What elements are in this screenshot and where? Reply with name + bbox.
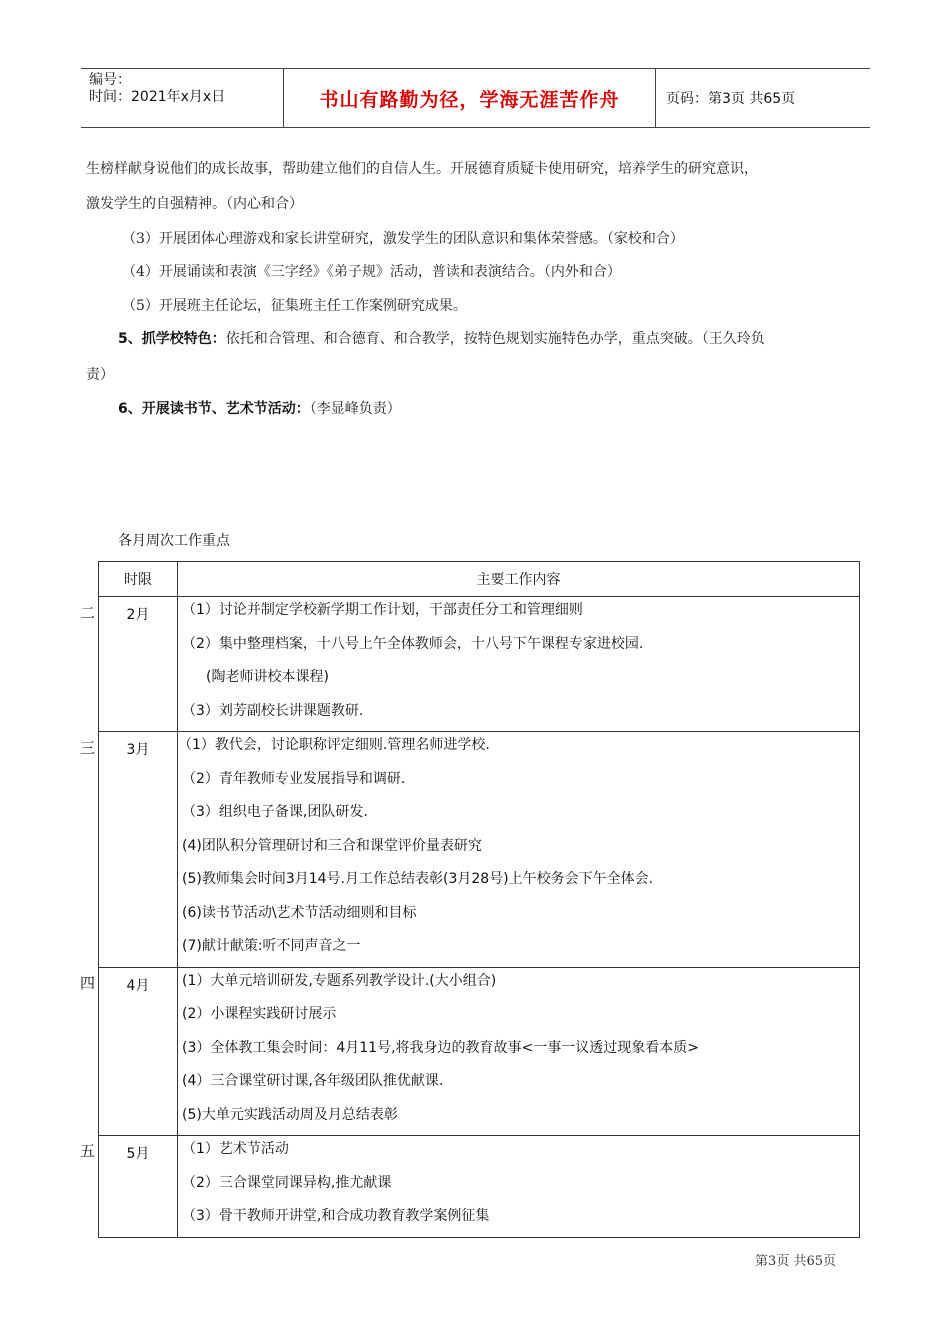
list-item: （2）三合课堂同课异构,推尤献课 xyxy=(182,1174,392,1191)
month-marker: 三 xyxy=(80,739,96,757)
list-item: （3）刘芳副校长讲课题教研. xyxy=(182,702,364,719)
month-marker: 二 xyxy=(80,604,96,622)
table-row xyxy=(99,1136,860,1238)
list-item: (4)团队积分管理研讨和三合和课堂评价量表研究 xyxy=(182,837,482,854)
list-item: （3）组织电子备课,团队研发. xyxy=(182,804,368,820)
list-item: (陶老师讲校本课程) xyxy=(206,669,329,685)
time-label: 时间：2021年x月x日 xyxy=(89,89,226,105)
row-items xyxy=(178,732,860,968)
page-footer: 第3页 共65页 xyxy=(755,1254,836,1269)
list-item: (5)教师集会时间3月14号.月工作总结表彰(3月28号)上午校务会下午全体会. xyxy=(182,871,654,887)
list-item: (4）三合课堂研讨课,各年级团队推优献课. xyxy=(182,1073,444,1089)
table-row xyxy=(99,597,860,732)
list-item: （2）青年教师专业发展指导和调研. xyxy=(182,770,406,787)
header-meta xyxy=(81,69,283,127)
code-label: 编号： xyxy=(89,72,131,88)
list-item: (3）全体教工集会时间：4月11号,将我身边的教育故事<一事一议透过现象看本质> xyxy=(182,1039,699,1056)
paragraph-line: （4）开展诵读和表演《三字经》《弟子规》活动，普读和表演结合。（内外和合） xyxy=(122,264,621,280)
header-time: 时限 xyxy=(99,562,178,597)
list-item: (6)读书节活动\艺术节活动细则和目标 xyxy=(182,904,417,921)
paragraph-line: （5）开展班主任论坛，征集班主任工作案例研究成果。 xyxy=(122,298,467,314)
list-item: (5)大单元实践活动周及月总结表彰 xyxy=(182,1106,398,1123)
list-item: (7)献计献策:听不同声音之一 xyxy=(182,938,361,954)
row-time: 5月 xyxy=(126,1146,150,1162)
table-title: 各月周次工作重点 xyxy=(118,533,230,549)
row-time: 4月 xyxy=(126,977,150,994)
table-header-row xyxy=(99,562,860,597)
list-item: (2）小课程实践研讨展示 xyxy=(182,1006,337,1022)
row-items xyxy=(178,967,860,1136)
paragraph-line: 责） xyxy=(86,367,114,383)
paragraph-line: 5、抓学校特色：依托和合管理、和合德育、和合教学，按特色规划实施特色办学，重点突破。（王久玲负 xyxy=(118,331,765,347)
list-item: （1）教代会，讨论职称评定细则.管理名师进学校. xyxy=(178,737,490,753)
header-page-label: 页码：第3页 共65页 xyxy=(666,91,796,107)
paragraph-line: （3）开展团体心理游戏和家长讲堂研究，激发学生的团队意识和集体荣誉感。（家校和合） xyxy=(122,231,684,247)
table-row xyxy=(99,732,860,968)
schedule-table xyxy=(98,561,860,1238)
paragraph-line: 生榜样献身说他们的成长故事，帮助建立他们的自信人生。开展德育质疑卡使用研究，培养学生的研究意识， xyxy=(86,161,758,177)
list-item: （1）艺术节活动 xyxy=(182,1141,289,1157)
list-item: （3）骨干教师开讲堂,和合成功教育教学案例征集 xyxy=(182,1208,490,1224)
list-item: (1）大单元培训研发,专题系列教学设计.(大小组合) xyxy=(182,972,497,989)
list-item: （2）集中整理档案，十八号上午全体教师会，十八号下午课程专家进校园. xyxy=(182,635,644,652)
row-items xyxy=(178,597,860,732)
month-marker: 四 xyxy=(80,974,96,992)
table-row xyxy=(99,967,860,1136)
month-marker: 五 xyxy=(80,1142,96,1160)
header-motto: 书山有路勤为径，学海无涯苦作舟 xyxy=(283,69,656,127)
row-time: 2月 xyxy=(126,607,150,623)
row-time: 3月 xyxy=(126,742,150,758)
page-header xyxy=(81,68,870,128)
paragraph-line: 6、开展读书节、艺术节活动：（李显峰负责） xyxy=(118,401,401,417)
paragraph-line: 激发学生的自强精神。（内心和合） xyxy=(86,196,303,212)
row-items xyxy=(178,1136,860,1238)
header-content: 主要工作内容 xyxy=(178,562,860,597)
list-item: （1）讨论并制定学校新学期工作计划，干部责任分工和管理细则 xyxy=(182,602,583,618)
